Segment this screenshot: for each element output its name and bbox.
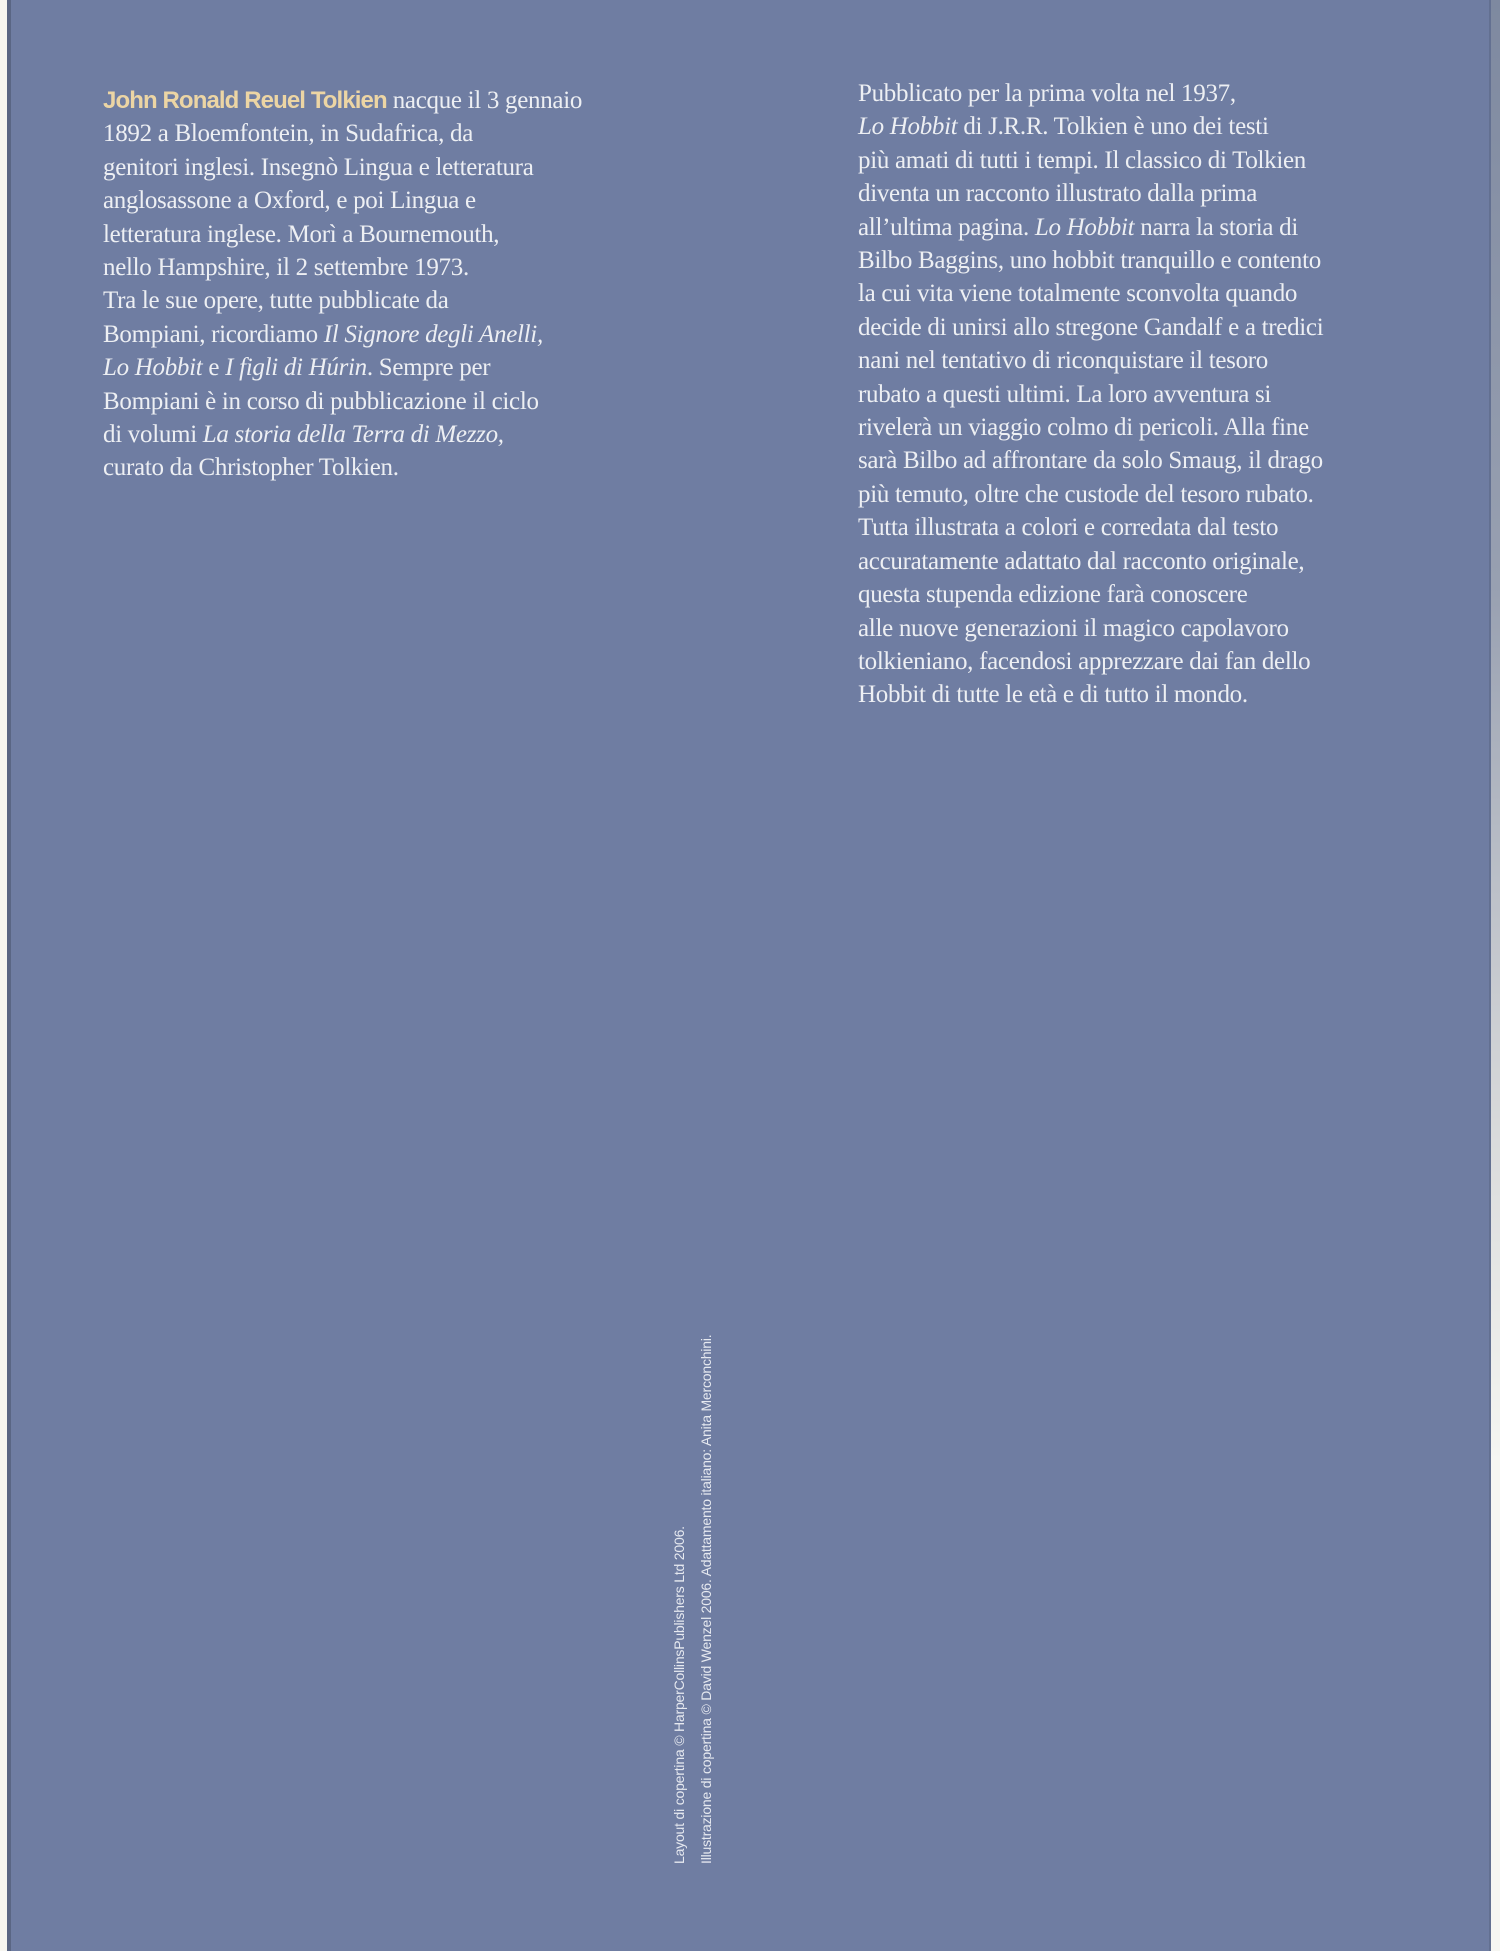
left-fold-shadow xyxy=(7,0,11,1951)
text-line xyxy=(103,418,723,451)
text-segment: di J.R.R. Tolkien è uno dei testi xyxy=(957,113,1269,141)
text-segment: Tra le sue opere, tutte pubblicate da xyxy=(103,287,449,315)
text-segment: Illustrazione di copertina © David Wenzel 2006. Adattamento italiano: Anita Merconchini. xyxy=(698,1334,714,1864)
text-segment: anglosassone a Oxford, e poi Lingua e xyxy=(103,187,476,215)
text-segment: nani nel tentativo di riconquistare il tesoro xyxy=(858,347,1268,375)
text-line xyxy=(103,184,723,217)
text-line xyxy=(858,110,1478,143)
text-line xyxy=(858,244,1478,277)
text-line xyxy=(103,117,723,150)
text-segment: 1892 a Bloemfontein, in Sudafrica, da xyxy=(103,120,474,148)
text-line xyxy=(858,211,1478,244)
text-segment: più amati di tutti i tempi. Il classico di Tolkien xyxy=(858,146,1307,174)
text-segment: decide di unirsi allo stregone Gandalf e a tredici xyxy=(858,313,1324,341)
text-segment: diventa un racconto illustrato dalla prima xyxy=(858,180,1258,208)
text-segment: rubato a questi ultimi. La loro avventura si xyxy=(858,380,1272,408)
text-line xyxy=(103,251,723,284)
text-line xyxy=(858,612,1478,645)
text-line xyxy=(103,318,723,351)
left-paper-edge xyxy=(0,0,7,1951)
text-segment: I figli di Húrin xyxy=(225,354,367,382)
text-segment: tolkieniano, facendosi apprezzare dai fan dello xyxy=(858,647,1311,675)
text-segment: all’ultima pagina. xyxy=(858,213,1035,241)
text-line xyxy=(858,277,1478,310)
text-segment: curato da Christopher Tolkien. xyxy=(103,454,399,482)
text-segment: Bilbo Baggins, uno hobbit tranquillo e contento xyxy=(858,247,1321,275)
text-line xyxy=(858,645,1478,678)
text-line xyxy=(103,385,723,418)
text-segment: letteratura inglese. Morì a Bournemouth, xyxy=(103,220,500,248)
text-segment: più temuto, oltre che custode del tesoro rubato. xyxy=(858,480,1314,508)
text-segment: La storia della Terra di Mezzo, xyxy=(202,421,504,449)
text-line xyxy=(103,218,723,251)
text-line xyxy=(858,177,1478,210)
text-segment: sarà Bilbo ad affrontare da solo Smaug, il drago xyxy=(858,447,1323,475)
text-line xyxy=(858,578,1478,611)
text-segment: . Sempre per xyxy=(366,354,491,382)
text-line xyxy=(666,1335,693,1864)
text-segment: accuratamente adattato dal racconto originale, xyxy=(858,547,1305,575)
author-bio-paragraph xyxy=(103,84,723,485)
text-line xyxy=(103,151,723,184)
book-blurb-paragraph xyxy=(858,77,1478,712)
text-segment: narra la storia di xyxy=(1134,213,1298,241)
text-segment: Layout di copertina © HarperCollinsPublishers Ltd 2006. xyxy=(671,1526,687,1864)
text-line xyxy=(103,284,723,317)
text-segment: genitori inglesi. Insegnò Lingua e letteratura xyxy=(103,153,534,181)
credits-vertical-text xyxy=(666,1335,720,1864)
text-line xyxy=(858,478,1478,511)
author-name-highlight: John Ronald Reuel Tolkien xyxy=(103,87,387,114)
text-line xyxy=(858,511,1478,544)
text-line xyxy=(858,678,1478,711)
text-segment: e xyxy=(202,354,226,382)
text-segment: Lo Hobbit xyxy=(103,354,203,382)
text-segment: Il Signore degli Anelli, xyxy=(323,320,543,348)
right-paper-edge xyxy=(1491,0,1500,1951)
text-line xyxy=(858,77,1478,110)
text-segment: nello Hampshire, il 2 settembre 1973. xyxy=(103,254,469,282)
text-segment: nacque il 3 gennaio xyxy=(386,87,583,114)
text-segment: Tutta illustrata a colori e corredata dal testo xyxy=(858,514,1279,542)
text-segment: di volumi xyxy=(103,421,203,449)
text-line xyxy=(858,411,1478,444)
text-line xyxy=(858,545,1478,578)
text-line xyxy=(858,144,1478,177)
text-segment: la cui vita viene totalmente sconvolta quando xyxy=(858,280,1298,308)
text-segment: questa stupenda edizione farà conoscere xyxy=(858,581,1248,609)
text-segment: Bompiani, ricordiamo xyxy=(103,320,324,348)
text-line xyxy=(103,451,723,484)
text-segment: Lo Hobbit xyxy=(858,113,958,141)
text-segment: Hobbit di tutte le età e di tutto il mondo. xyxy=(858,681,1248,709)
text-segment: Bompiani è in corso di pubblicazione il ciclo xyxy=(103,387,539,415)
text-line xyxy=(103,84,723,117)
text-segment: alle nuove generazioni il magico capolavoro xyxy=(858,614,1289,642)
text-line xyxy=(858,344,1478,377)
text-segment: Lo Hobbit xyxy=(1034,213,1135,241)
text-line xyxy=(858,444,1478,477)
text-segment: rivelerà un viaggio colmo di pericoli. Alla fine xyxy=(858,414,1309,442)
text-line xyxy=(103,351,723,384)
text-line xyxy=(858,378,1478,411)
text-line xyxy=(693,1335,720,1864)
text-line xyxy=(858,311,1478,344)
text-segment: Pubblicato per la prima volta nel 1937, xyxy=(858,80,1236,107)
